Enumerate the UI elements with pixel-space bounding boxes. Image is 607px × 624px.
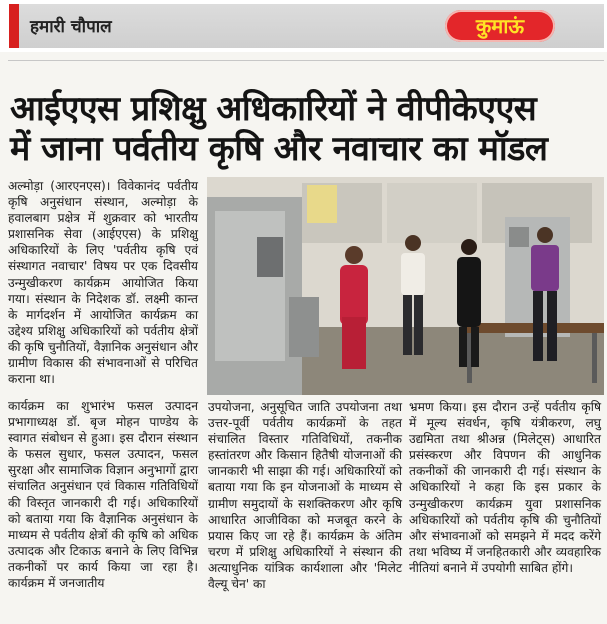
header-divider — [8, 60, 604, 61]
article-photo — [207, 177, 604, 395]
section-accent-bar — [9, 4, 19, 48]
article-column-1-bottom: कार्यक्रम का शुभारंभ फसल उत्पादन प्रभागाध्यक्ष डॉ. बृज मोहन पाण्डेय के स्वागत संबोधन से हुआ। इस दौरान संस्थान के फसल सुधार, फसल उत्पादन, फसल सुरक्षा और सामाजिक विज्ञान अनुभागों द्वारा संचालित अनुसंधान एवं विकास गतिविधियों की विस्तृत जानकारी दी गई। अधिकारियों को बताया गया कि वैज्ञानिक अनुसंधान के माध्यम से पर्वतीय क्षेत्रों की कृषि को अधिक उत्पादक और टिकाऊ बनाने के लिए विभिन्न तकनीकों पर कार्य किया जा रहा है। कार्यक्रम में जनजातीय — [8, 399, 198, 591]
article-column-1-top: अल्मोड़ा (आरएनएस)। विवेकानंद पर्वतीय कृषि अनुसंधान संस्थान, अल्मोड़ा के हवालबाग प्रक्षेत्र में शुक्रवार को भारतीय प्रशासनिक सेवा (आईएएस) के प्रशिक्षु अधिकारियों के लिए 'पर्वतीय कृषि एवं संस्थागत नवाचार' विषय पर एक दिवसीय उन्मुखीकरण कार्यक्रम आयोजित किया गया। संस्थान के निदेशक डॉ. लक्ष्मी कान्त के मार्गदर्शन में आयोजित कार्यक्रम का उद्देश्य प्रशिक्षु अधिकारियों को पर्वतीय क्षेत्रों की कृषि चुनौतियों, वैज्ञानिक अनुसंधान और ग्रामीण विकास की संभावनाओं से परिचित कराना था। — [8, 179, 198, 387]
article-column-3: भ्रमण किया। इस दौरान उन्हें पर्वतीय कृषि में मूल्य संवर्धन, कृषि यंत्रीकरण, लघु उद्यमिता तथा श्रीअन्न (मिलेट्स) आधारित प्रसंस्करण और विपणन की आधुनिक तकनीकों की जानकारी दी गई। संस्थान के अधिकारियों ने कहा कि इस प्रकार के उन्मुखीकरण कार्यक्रम युवा प्रशासनिक अधिकारियों को पर्वतीय कृषि की चुनौतियों और संभावनाओं को समझने में मदद करेंगे तथा भविष्य में जनहितकारी और व्यवहारिक नीतियां बनाने में उपयोगी साबित होंगे। — [409, 400, 601, 575]
article-column-2: उपयोजना, अनुसूचित जाति उपयोजना तथा उत्तर-पूर्वी पर्वतीय कार्यक्रमों के तहत संचालित विस्तार गतिविधियों, तकनीक हस्तांतरण और किसान हितैषी योजनाओं की जानकारी भी साझा की गई। अधिकारियों को बताया गया कि इन योजनाओं के माध्यम से ग्रामीण समुदायों के सशक्तिकरण और कृषि आधारित आजीविका को मजबूत करने के प्रयास किए जा रहे हैं। कार्यक्रम के अंतिम चरण में प्रशिक्षु अधिकारियों ने संस्थान की अत्याधुनिक यांत्रिक कार्यशाला और 'मिलेट वैल्यू चेन' का — [208, 400, 402, 592]
photo-illustration — [207, 177, 604, 395]
headline-line-2: में जाना पर्वतीय कृषि और नवाचार का मॉडल — [10, 129, 548, 169]
section-title: हमारी चौपाल — [30, 17, 112, 37]
region-badge: कुमाऊं — [445, 10, 555, 42]
headline-line-1: आईएएस प्रशिक्षु अधिकारियों ने वीपीकेएएस — [10, 89, 537, 129]
section-header — [0, 0, 607, 52]
